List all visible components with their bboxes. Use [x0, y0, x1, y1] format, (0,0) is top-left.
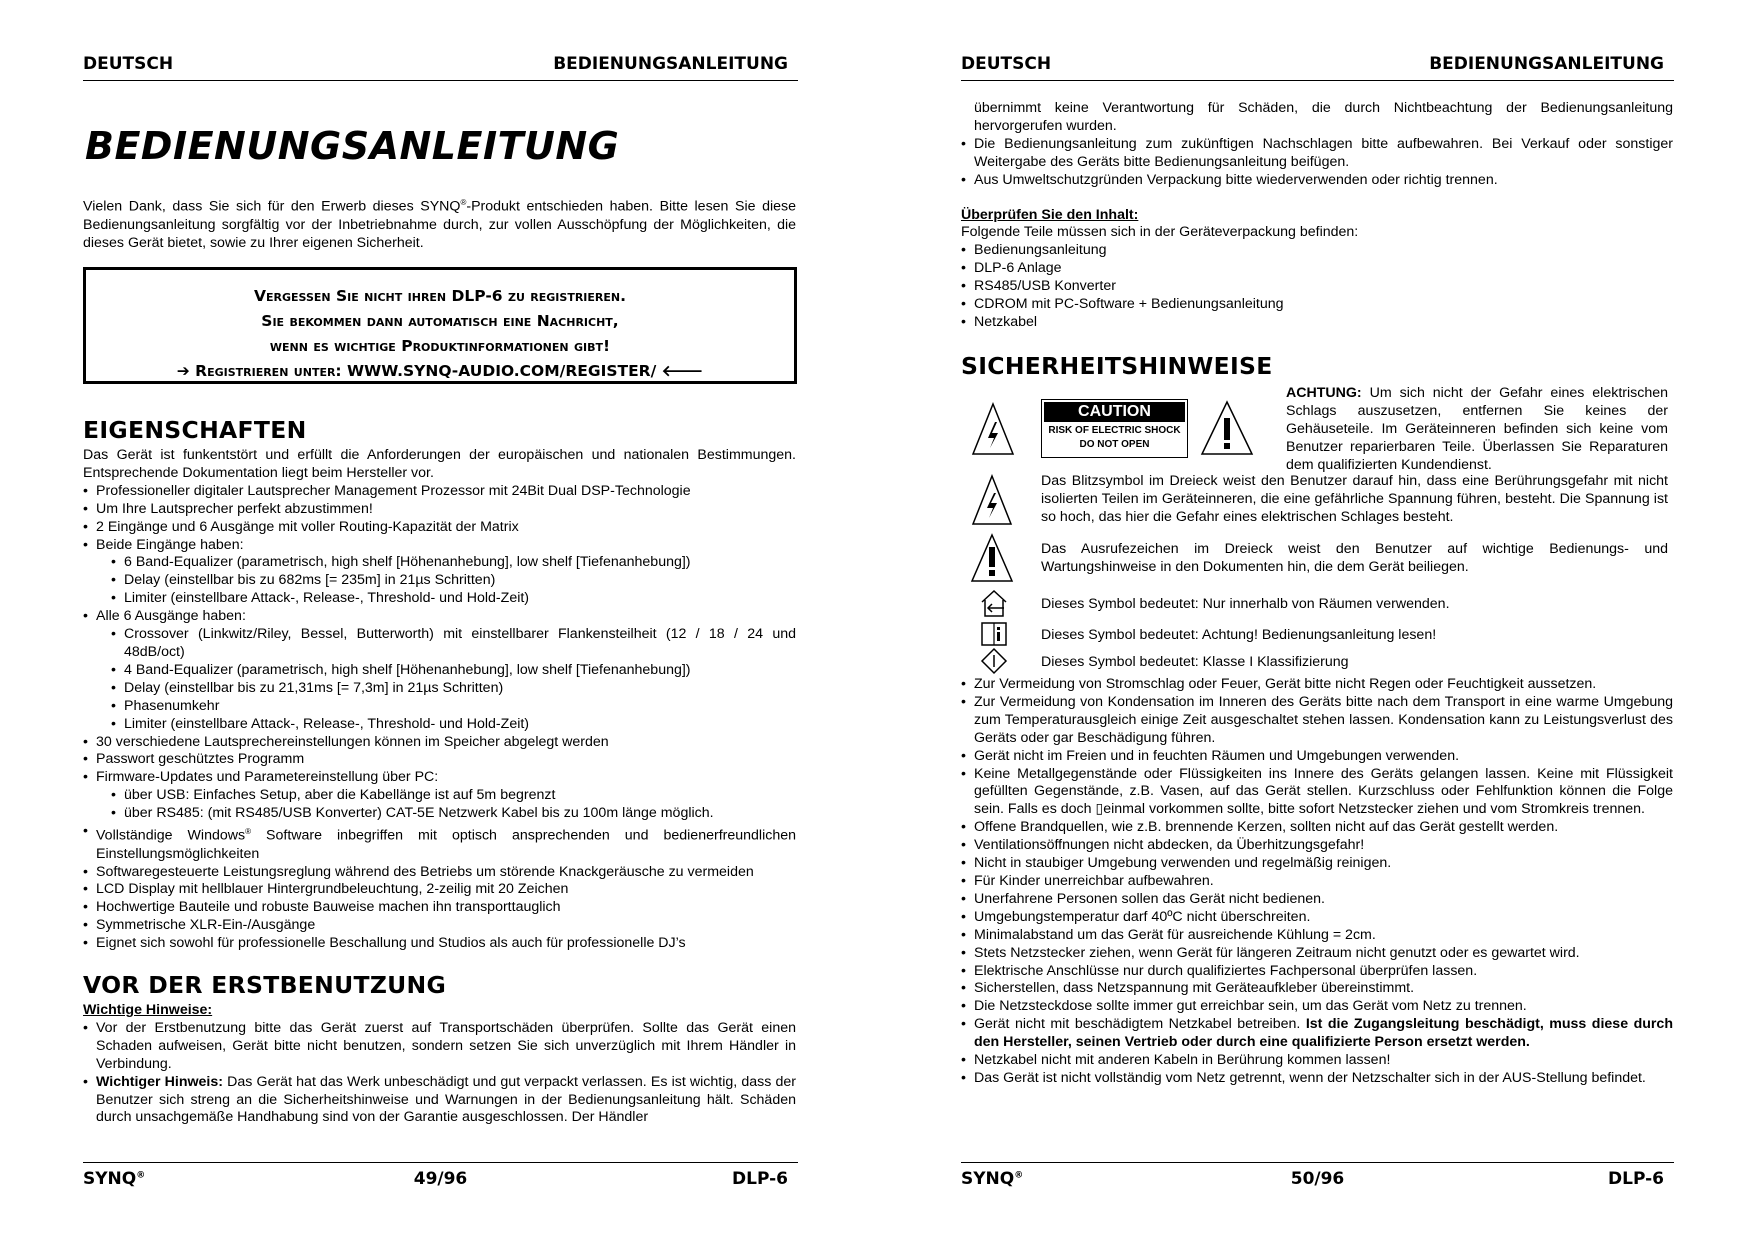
- contents-list: [961, 242, 1673, 332]
- arrow-left-icon: 🡐: [661, 362, 704, 380]
- header-title: BEDIENUNGSANLEITUNG: [553, 54, 788, 74]
- list-item: • Vollständige Windows® Software inbegriffen mit optisch ansprechenden und bedienerfreundlichen Einstellungsmöglichkeiten: [83, 823, 796, 864]
- list-item: • Delay (einstellbar bis zu 21,31ms [= 7,3m] in 21µs Schritten): [111, 680, 796, 698]
- read-manual-icon: [980, 621, 1008, 647]
- header-title: BEDIENUNGSANLEITUNG: [1429, 54, 1664, 74]
- header-language: DEUTSCH: [83, 54, 174, 74]
- list-item: • Netzkabel nicht mit anderen Kabeln in Berührung kommen lassen!: [961, 1052, 1673, 1070]
- list-item: • Wichtiger Hinweis: Das Gerät hat das Werk unbeschädigt und gut verpackt verlassen. Es ist wichtig, dass der Benutzer sich streng an die Sicherheitshinweise und Warnungen in der Bedienungsanleitung hält. Schäden durch unsachgemäße Handhabung sind von der Garantie ausgeschlossen. Der Händler: [83, 1074, 796, 1128]
- list-item: • Aus Umweltschutzgründen Verpackung bitte wiederverwenden oder richtig trennen.: [961, 172, 1673, 190]
- page-header: [961, 54, 1674, 81]
- list-item: • Offene Brandquellen, wie z.B. brennende Kerzen, sollten nicht auf das Gerät gestellt werden.: [961, 819, 1673, 837]
- page-number: 49/96: [413, 1169, 468, 1189]
- list-item: • Um Ihre Lautsprecher perfekt abzustimmen!: [83, 501, 796, 519]
- list-item: • Delay (einstellbar bis zu 682ms [= 235m] in 21µs Schritten): [111, 572, 796, 590]
- register-line-3: wenn es wichtige Produktinformationen gibt!: [269, 337, 611, 355]
- warning-triangle-icon: [1200, 400, 1254, 456]
- list-item: • CDROM mit PC-Software + Bedienungsanleitung: [961, 296, 1673, 314]
- continued-text: übernimmt keine Verantwortung für Schäden, die durch Nichtbeachtung der Bedienungsanleitung hervorgerufen wurden.: [974, 100, 1673, 134]
- list-item: • Firmware-Updates und Parametereinstellung über PC:: [83, 769, 796, 787]
- contents-intro: Folgende Teile müssen sich in der Geräteverpackung befinden:: [961, 224, 1359, 241]
- list-item: • DLP-6 Anlage: [961, 260, 1673, 278]
- footer-model: DLP-6: [732, 1169, 788, 1189]
- list-item: • Beide Eingänge haben:: [83, 537, 796, 555]
- register-line-4: ➔ Registrieren unter: WWW.SYNQ-AUDIO.COM/REGISTER/ 🡐: [176, 362, 704, 380]
- lightning-paragraph: Das Blitzsymbol im Dreieck weist den Benutzer darauf hin, dass eine Berührungsgefahr mit nicht isolierten Teilen im Geräteinneren, die eine gefährliche Spannung führen, besteht. Die Spannung ist so hoch, das hier die Gefahr eines elektrischen Schlages besteht.: [1041, 473, 1668, 525]
- first-use-section: [83, 1002, 796, 1127]
- list-item: • Elektrische Anschlüsse nur durch qualifiziertes Fachpersonal überprüfen lassen.: [961, 963, 1673, 981]
- list-item: • Eignet sich sowohl für professionelle Beschallung und Studios als auch für professionelle DJ’s: [83, 935, 796, 953]
- list-item: • Zur Vermeidung von Kondensation im Inneren des Geräts bitte nach dem Transport in eine warme Umgebung zum Temperaturausgleich einige Zeit ausgeschaltet stehen lassen. Kondensation kann zu Leistungsverlust des Geräts oder gar Beschädigung führen.: [961, 694, 1673, 748]
- list-item: • Keine Metallgegenstände oder Flüssigkeiten ins Innere des Geräts gelangen lassen. Keine mit Flüssigkeit gefüllten Gegenstände, z.B. Vasen, auf das Gerät stellen. Kurzschluss oder Fehlfunktion können die Folge sein. Falls es doch ▯einmal vorkommen sollte, bitte sofort Netzstecker ziehen und vom Stromkreis trennen.: [961, 766, 1673, 820]
- list-item: • Unerfahrene Personen sollen das Gerät nicht bedienen.: [961, 891, 1673, 909]
- register-line-2: Sie bekommen dann automatisch eine Nachricht,: [261, 312, 619, 330]
- class-one-icon: [980, 647, 1008, 675]
- list-item: • Limiter (einstellbare Attack-, Release-, Threshold- und Hold-Zeit): [111, 716, 796, 734]
- list-item: • Bedienungsanleitung: [961, 242, 1673, 260]
- list-item: • Vor der Erstbenutzung bitte das Gerät zuerst auf Transportschäden überprüfen. Sollte das Gerät einen Schaden aufweisen, Gerät bitte nicht benutzen, sondern setzen Sie sich unverzüglich mit Ihrem Händler in Verbindung.: [83, 1020, 796, 1074]
- manual-title: BEDIENUNGSANLEITUNG: [85, 124, 620, 168]
- arrow-right-icon: ➔: [176, 362, 190, 380]
- list-item: • Gerät nicht mit beschädigtem Netzkabel betreiben. Ist die Zugangsleitung beschädigt, muss diese durch den Hersteller, seinen Vertrieb oder durch eine qualifizierte Person ersetzt werden.: [961, 1016, 1673, 1052]
- list-item: • Minimalabstand um das Gerät für ausreichende Kühlung = 2cm.: [961, 927, 1673, 945]
- left-page: [83, 0, 798, 1240]
- list-item: • Die Bedienungsanleitung zum zukünftigen Nachschlagen bitte aufbewahren. Bei Verkauf oder sonstiger Weitergabe des Geräts bitte Bedienungsanleitung beifügen.: [961, 136, 1673, 172]
- list-item: • Ventilationsöffnungen nicht abdecken, da Überhitzungsgefahr!: [961, 837, 1673, 855]
- exclamation-paragraph: Das Ausrufezeichen im Dreieck weist den Benutzer auf wichtige Bedienungs- und Wartungshinweise in den Dokumenten hin, die dem Gerät beiliegen.: [1041, 541, 1668, 575]
- firmware-sublist: [83, 787, 796, 823]
- exclamation-triangle-icon: [970, 533, 1014, 583]
- list-item: • Gerät nicht im Freien und in feuchten Räumen und Umgebungen verwenden.: [961, 748, 1673, 766]
- inputs-sublist: [83, 554, 796, 608]
- features-intro: Das Gerät ist funkentstört und erfüllt die Anforderungen der europäischen und nationalen Bestimmungen. Entsprechende Dokumentation liegt beim Hersteller vor.: [83, 447, 796, 481]
- features-title: EIGENSCHAFTEN: [83, 416, 307, 444]
- list-item: • 6 Band-Equalizer (parametrisch, high shelf [Höhenanhebung], low shelf [Tiefenanhebung]): [111, 554, 796, 572]
- list-item: • Professioneller digitaler Lautsprecher Management Prozessor mit 24Bit Dual DSP-Technologie: [83, 483, 796, 501]
- list-item: • 30 verschiedene Lautsprechereinstellungen können im Speicher abgelegt werden: [83, 734, 796, 752]
- page-footer: [83, 1162, 798, 1193]
- safety-list: [961, 676, 1673, 1088]
- lightning-triangle-icon: [971, 402, 1015, 456]
- lightning-triangle-icon: [971, 474, 1013, 526]
- important-label: Wichtige Hinweise:: [83, 1002, 213, 1018]
- continued-section: [961, 100, 1673, 332]
- footer-model: DLP-6: [1608, 1169, 1664, 1189]
- register-line-1: Vergessen Sie nicht ihren DLP-6 zu registrieren.: [254, 287, 626, 305]
- indoor-use-text: Dieses Symbol bedeutet: Nur innerhalb von Räumen verwenden.: [1041, 596, 1450, 612]
- page-footer: [961, 1162, 1674, 1193]
- list-item: • Hochwertige Bauteile und robuste Bauweise machen ihn transporttauglich: [83, 899, 796, 917]
- list-item: • Für Kinder unerreichbar aufbewahren.: [961, 873, 1673, 891]
- caution-label: CAUTION RISK OF ELECTRIC SHOCK DO NOT OPEN: [1041, 399, 1188, 458]
- header-language: DEUTSCH: [961, 54, 1052, 74]
- list-item: • LCD Display mit hellblauer Hintergrundbeleuchtung, 2-zeilig mit 20 Zeichen: [83, 881, 796, 899]
- list-item: • Phasenumkehr: [111, 698, 796, 716]
- caution-title: CAUTION: [1044, 402, 1185, 422]
- list-item: • Die Netzsteckdose sollte immer gut erreichbar sein, um das Gerät vom Netz zu trennen.: [961, 998, 1673, 1016]
- indoor-use-icon: [979, 588, 1009, 618]
- list-item: • Limiter (einstellbare Attack-, Release-, Threshold- und Hold-Zeit): [111, 590, 796, 608]
- list-item: • über USB: Einfaches Setup, aber die Kabellänge ist auf 5m begrenzt: [111, 787, 796, 805]
- list-item: • RS485/USB Konverter: [961, 278, 1673, 296]
- list-item: • Crossover (Linkwitz/Riley, Bessel, Butterworth) mit einstellbarer Flankensteilheit (12 / 18 / 24 und 48dB/oct): [111, 626, 796, 662]
- list-item: • Zur Vermeidung von Stromschlag oder Feuer, Gerät bitte nicht Regen oder Feuchtigkeit aussetzen.: [961, 676, 1673, 694]
- features-list: [83, 483, 796, 555]
- page-header: [83, 54, 798, 81]
- list-item: • 2 Eingänge und 6 Ausgänge mit voller Routing-Kapazität der Matrix: [83, 519, 796, 537]
- register-box: [83, 267, 797, 384]
- read-manual-text: Dieses Symbol bedeutet: Achtung! Bedienungsanleitung lesen!: [1041, 627, 1437, 643]
- list-item: • Sicherstellen, dass Netzspannung mit Geräteaufkleber übereinstimmt.: [961, 980, 1673, 998]
- features-section: [83, 447, 796, 953]
- list-item: • Symmetrische XLR-Ein-/Ausgänge: [83, 917, 796, 935]
- intro-paragraph: Vielen Dank, dass Sie sich für den Erwerb dieses SYNQ®-Produkt entschieden haben. Bitte lesen Sie diese Bedienungsanleitung sorgfältig vor der Inbetriebnahme durch, zur vollen Ausschöpfung der Möglichkeiten, die dieses Gerät bietet, sowie zu Ihrer eigenen Sicherheit.: [83, 198, 796, 251]
- contents-label: Überprüfen Sie den Inhalt:: [961, 206, 1139, 223]
- list-item: • Nicht in staubiger Umgebung verwenden und regelmäßig reinigen.: [961, 855, 1673, 873]
- right-page: [961, 0, 1674, 1240]
- list-item: • 4 Band-Equalizer (parametrisch, high shelf [Höhenanhebung], low shelf [Tiefenanhebung]): [111, 662, 796, 680]
- page-number: 50/96: [1290, 1169, 1345, 1189]
- safety-section: [961, 676, 1673, 1088]
- register-url[interactable]: WWW.SYNQ-AUDIO.COM/REGISTER/: [347, 362, 657, 380]
- outputs-sublist: [83, 626, 796, 733]
- footer-brand: SYNQ®: [961, 1169, 1024, 1189]
- first-use-title: VOR DER ERSTBENUTZUNG: [83, 971, 447, 999]
- list-item: • Alle 6 Ausgänge haben:: [83, 608, 796, 626]
- safety-title: SICHERHEITSHINWEISE: [961, 352, 1273, 380]
- achtung-paragraph: ACHTUNG: Um sich nicht der Gefahr eines elektrischen Schlags auszusetzen, entfernen Sie keines der Gehäuseteile. Im Geräteinneren befinden sich keine vom Benutzer reparierbaren Teile. Überlassen Sie Reparaturen dem qualifizierten Kundendienst.: [1286, 385, 1668, 473]
- list-item: • Softwaregesteuerte Leistungsreglung während des Betriebs um störende Knackgeräusche zu vermeiden: [83, 864, 796, 882]
- list-item: • über RS485: (mit RS485/USB Konverter) CAT-5E Netzwerk Kabel bis zu 100m länge möglich.: [111, 805, 796, 823]
- list-item: • Stets Netzstecker ziehen, wenn Gerät für längeren Zeitraum nicht genutzt oder es gewartet wird.: [961, 945, 1673, 963]
- list-item: • Umgebungstemperatur darf 40ºC nicht überschreiten.: [961, 909, 1673, 927]
- list-item: • Das Gerät ist nicht vollständig vom Netz getrennt, wenn der Netzschalter sich in der AUS-Stellung befindet.: [961, 1070, 1673, 1088]
- list-item: • Netzkabel: [961, 314, 1673, 332]
- footer-brand: SYNQ®: [83, 1169, 146, 1189]
- list-item: • Passwort geschütztes Programm: [83, 751, 796, 769]
- class-one-text: Dieses Symbol bedeutet: Klasse I Klassifizierung: [1041, 654, 1349, 670]
